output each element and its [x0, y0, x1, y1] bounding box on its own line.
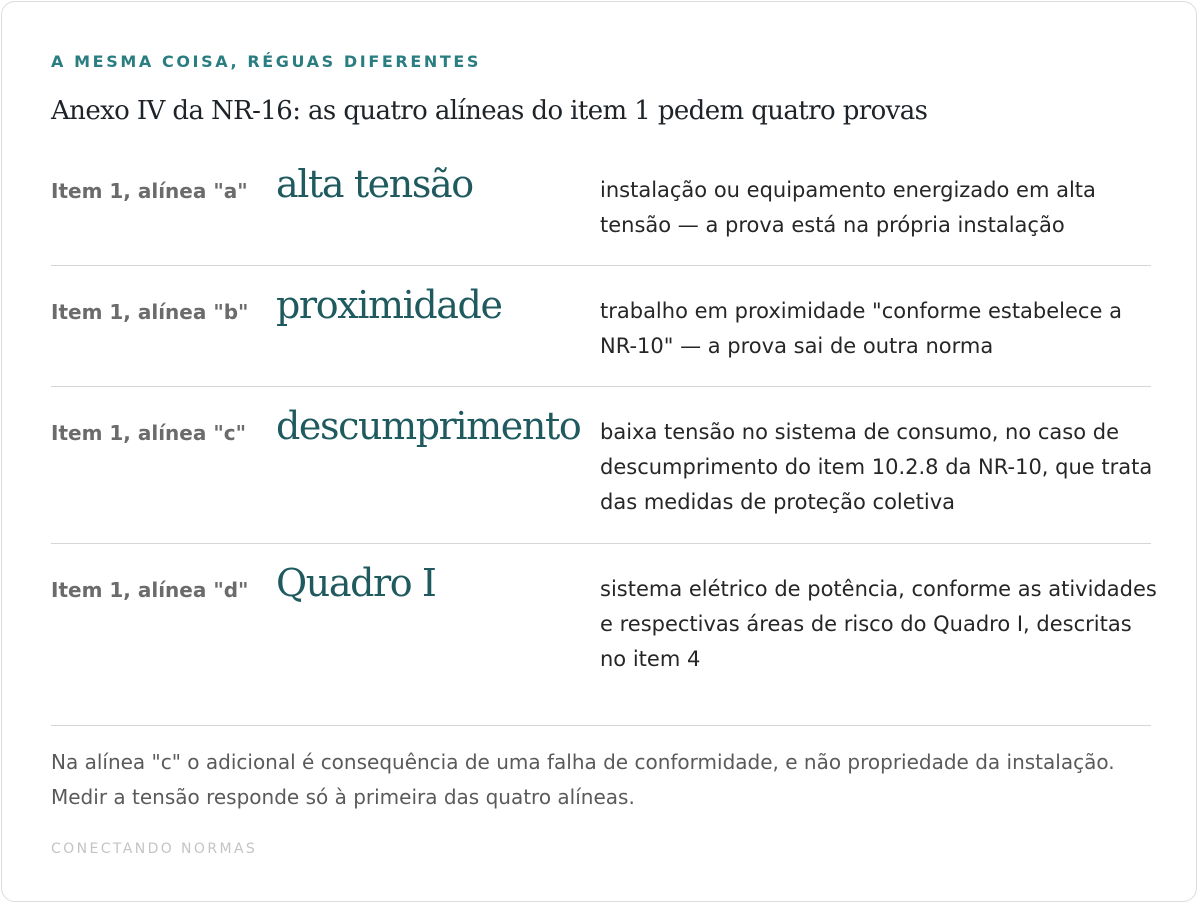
brand-footer: CONECTANDO NORMAS — [51, 841, 258, 857]
row-alinea-d — [51, 544, 1157, 726]
card — [1, 1, 1197, 902]
row-term: descumprimento — [276, 404, 581, 448]
row-alinea-b — [51, 266, 1151, 387]
row-term: alta tensão — [276, 162, 473, 206]
page-title: Anexo IV da NR-16: as quatro alíneas do item 1 pedem quatro provas — [51, 96, 928, 126]
row-alinea-c — [51, 387, 1151, 544]
row-alinea-a — [51, 160, 1151, 266]
row-label: Item 1, alínea "b" — [51, 300, 249, 324]
row-term: Quadro I — [276, 561, 436, 605]
row-description: instalação ou equipamento energizado em alta tensão — a prova está na própria instalação — [600, 178, 1096, 237]
row-term: proximidade — [276, 283, 502, 327]
footnote: Na alínea "c" o adicional é consequência de uma falha de conformidade, e não propriedade da instalação. Medir a tensão responde só à primeira das quatro alíneas. — [51, 750, 1115, 809]
row-description: baixa tensão no sistema de consumo, no caso de descumprimento do item 10.2.8 da NR-10, que trata das medidas de proteção coletiva — [600, 420, 1153, 514]
row-label: Item 1, alínea "d" — [51, 578, 249, 602]
row-label: Item 1, alínea "a" — [51, 179, 248, 203]
row-label: Item 1, alínea "c" — [51, 421, 247, 445]
row-description: sistema elétrico de potência, conforme as atividades e respectivas áreas de risco do Quadro I, descritas no item 4 — [600, 577, 1157, 671]
eyebrow: A MESMA COISA, RÉGUAS DIFERENTES — [51, 52, 482, 71]
rows-list — [51, 160, 1157, 726]
row-description: trabalho em proximidade "conforme estabelece a NR-10" — a prova sai de outra norma — [600, 299, 1122, 358]
